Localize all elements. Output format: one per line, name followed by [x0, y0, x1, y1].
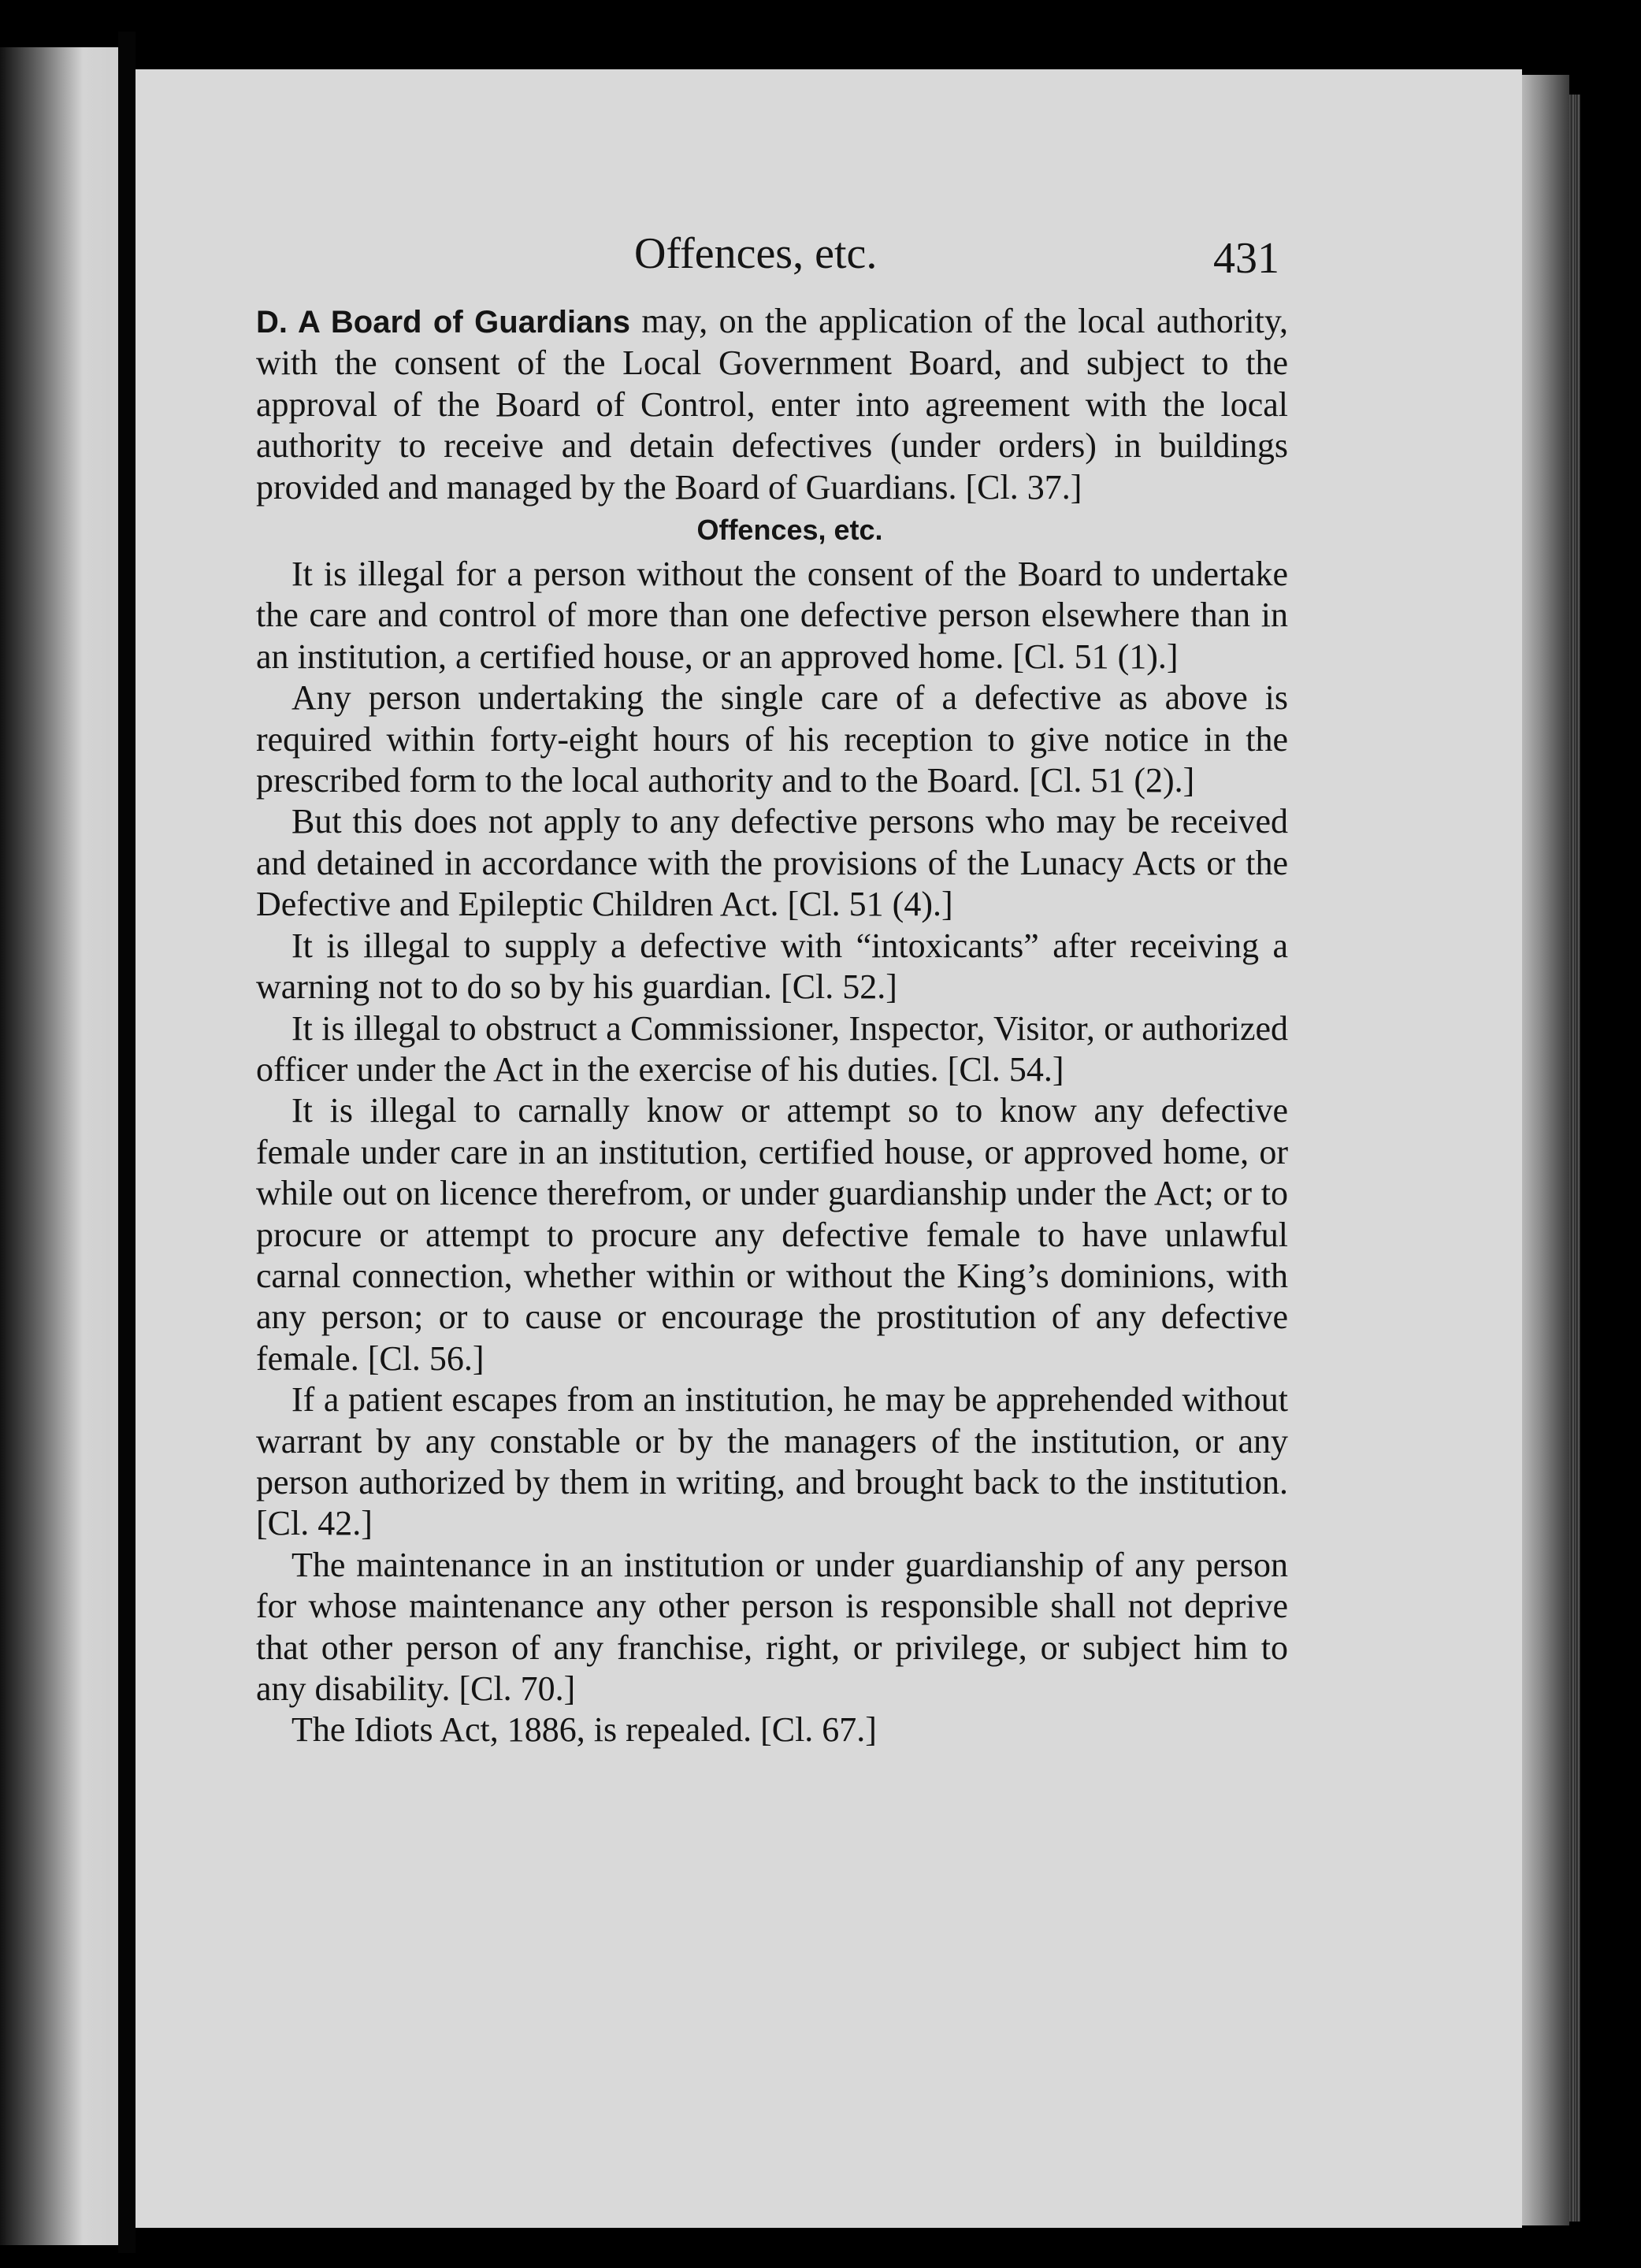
page-number: 431	[1213, 234, 1279, 283]
paragraph: It is illegal for a person without the consent of the Board to undertake the care and control of more than one defective person elsewhere than in an institution, a certified house, or an approved home. [Cl. 51 (1).]	[256, 555, 1288, 676]
paragraph: Any person undertaking the single care of a defective as above is required within forty-eight hours of his reception to give notice in the prescribed form to the local authority and to the Board. [Cl. 51 (2).]	[256, 678, 1288, 800]
section-heading: Offences, etc.	[696, 514, 883, 547]
running-head: Offences, etc.	[634, 229, 878, 278]
paragraph: If a patient escapes from an institution, he may be apprehended without warrant by any constable or by the managers of the institution, or any person authorized by them in writing, and brought back to the institution. [Cl. 42.]	[256, 1380, 1288, 1543]
page-header	[0, 228, 1641, 291]
paragraph: It is illegal to supply a defective with “intoxicants” after receiving a warning not to do so by his guardian. [Cl. 52.]	[256, 926, 1288, 1007]
page-edge-stack	[1569, 95, 1580, 2222]
paragraph-label: D. A Board of Guardians	[256, 305, 630, 340]
paragraph: But this does not apply to any defective persons who may be received and detained in accordance with the provisions of the Lunacy Acts or the Defective and Epileptic Children Act. [Cl. 51 (4).]	[256, 802, 1288, 924]
paragraph: The maintenance in an institution or under guardianship of any person for whose maintenance any other person is responsible shall not deprive that other person of any franchise, right, or privilege, or subject him to any disability. [Cl. 70.]	[256, 1545, 1288, 1708]
paragraph: The Idiots Act, 1886, is repealed. [Cl. 67.]	[291, 1710, 877, 1750]
paragraph-board-of-guardians	[256, 301, 1288, 508]
paragraph: It is illegal to carnally know or attempt so to know any defective female under care in an institution, certified house, or approved home, or while out on licence therefrom, or under guardianship under the Act; or to procure or attempt to procure any defective female to have unlawful carnal connection, whether within or without the King’s dominions, with any person; or to cause or encourage the prostitution of any defective female. [Cl. 56.]	[256, 1091, 1288, 1378]
page-body	[256, 301, 1288, 1751]
right-page-shadow	[1522, 75, 1569, 2225]
paragraph-text: may, on the application of the local authority, with the consent of the Local Government Board, and subject to the approval of the Board of Control, enter into agreement with the local authority to receive and detain defectives (under orders) in buildings provided and managed by the Board of Guardians. [Cl. 37.]	[256, 302, 1288, 507]
book-gutter	[118, 32, 136, 2253]
paragraph: It is illegal to obstruct a Commissioner, Inspector, Visitor, or authorized officer under the Act in the exercise of his duties. [Cl. 54.]	[256, 1008, 1288, 1089]
left-page-edge	[0, 47, 118, 2245]
